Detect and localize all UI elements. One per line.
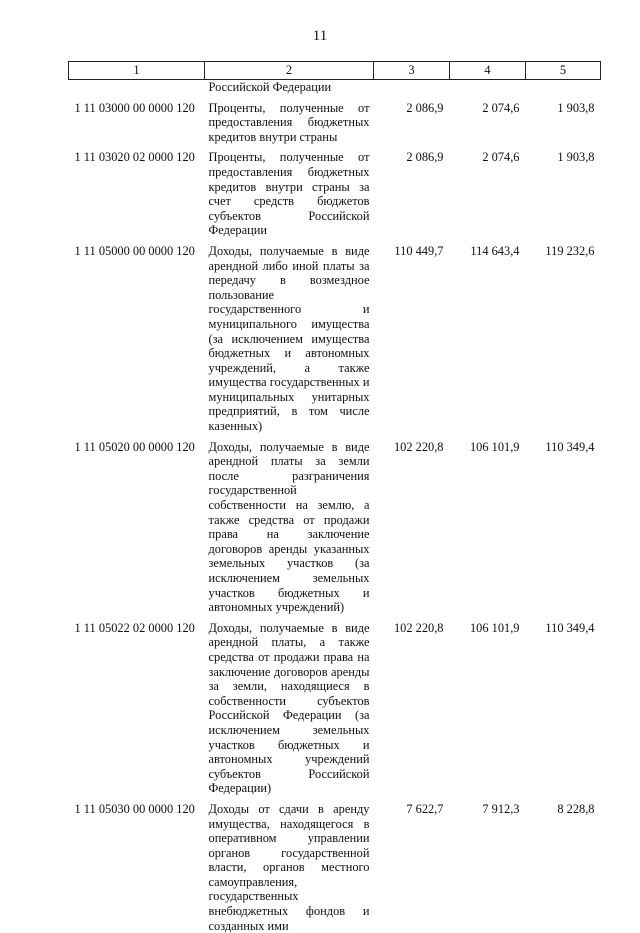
row-value-2024: 7 912,3 [482, 801, 520, 816]
column-header-1: 1 [69, 62, 205, 80]
row-name: Доходы, получаемые в виде арендной платы, а также средства от продажи права на заключение договоров аренды за земли, находящиеся в собственности субъектов Российской Федерации (за исключением земельных участков бюджетных и автономных учреждений субъектов Российской Федерации) [208, 620, 370, 796]
row-code: 1 11 05000 00 0000 120 [74, 243, 195, 258]
row-value-2024: 2 074,6 [482, 150, 520, 165]
table-row [69, 802, 601, 933]
column-header-3: 3 [374, 62, 450, 80]
row-value-2024: 114 643,4 [470, 243, 520, 258]
row-code: 1 11 05022 02 0000 120 [74, 620, 195, 635]
row-name: Доходы, получаемые в виде арендной платы за земли после разграничения государственной собственности на землю, а также средства от продажи права на заключение договоров аренды указанных земельных участков (за исключением земельных участков бюджетных и автономных учреждений) [208, 439, 370, 615]
row-value-2023: 2 086,9 [406, 100, 444, 115]
row-value-2023: 110 449,7 [394, 243, 444, 258]
table-row [69, 101, 601, 145]
table-row [69, 440, 601, 615]
row-value-2025: 110 349,4 [545, 620, 595, 635]
row-name: Доходы, получаемые в виде арендной либо иной платы за передачу в возмездное пользование государственного и муниципального имущества (за исключением имущества бюджетных и автономных учреждений, а также имущества государственных и муниципальных унитарных предприятий, в том числе казенных) [208, 243, 370, 434]
row-value-2023: 102 220,8 [393, 439, 444, 454]
row-name: Проценты, полученные от предоставления бюджетных кредитов внутри страны за счет средств бюджетов субъектов Российской Федерации [208, 150, 370, 238]
continuation-row [69, 80, 601, 95]
row-value-2025: 1 903,8 [557, 100, 595, 115]
row-value-2025: 110 349,4 [545, 439, 595, 454]
row-value-2023: 2 086,9 [406, 150, 444, 165]
revenue-table [68, 61, 601, 933]
row-value-2024: 106 101,9 [469, 439, 520, 454]
row-value-2024: 2 074,6 [482, 100, 520, 115]
continuation-text: Российской Федерации [208, 80, 332, 94]
column-header-2: 2 [205, 62, 374, 80]
row-code: 1 11 03020 02 0000 120 [74, 150, 195, 165]
column-header-4: 4 [450, 62, 526, 80]
row-value-2025: 1 903,8 [557, 150, 595, 165]
page-number: 11 [312, 28, 328, 44]
table-row [69, 244, 601, 434]
row-code: 1 11 05030 00 0000 120 [74, 801, 195, 816]
row-value-2023: 102 220,8 [393, 620, 444, 635]
row-code: 1 11 05020 00 0000 120 [74, 439, 195, 454]
row-code: 1 11 03000 00 0000 120 [74, 100, 195, 115]
table-header [69, 62, 601, 80]
row-value-2025: 119 232,6 [545, 243, 595, 258]
table-row [69, 150, 601, 238]
table-row [69, 621, 601, 796]
row-name: Доходы от сдачи в аренду имущества, находящегося в оперативном управлении органов государственной власти, органов местного самоуправления, государственных внебюджетных фондов и созданных ими [208, 801, 370, 933]
row-value-2023: 7 622,7 [406, 801, 444, 816]
row-value-2025: 8 228,8 [557, 801, 595, 816]
row-name: Проценты, полученные от предоставления бюджетных кредитов внутри страны [208, 100, 370, 144]
row-value-2024: 106 101,9 [469, 620, 520, 635]
column-header-5: 5 [526, 62, 601, 80]
